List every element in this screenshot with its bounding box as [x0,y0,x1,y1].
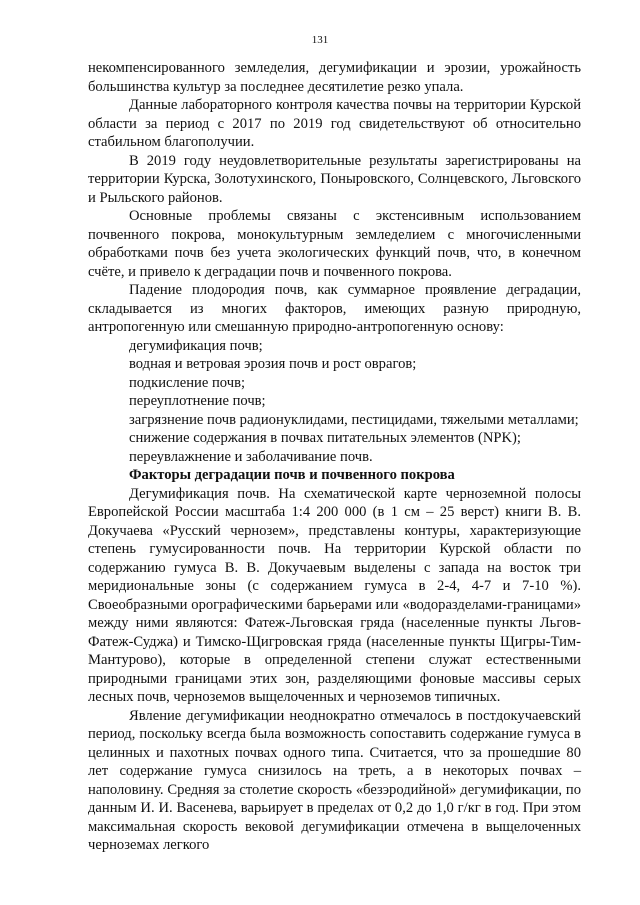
section-heading: Факторы деградации почв и почвенного покрова [129,467,455,483]
list-item: снижение содержания в почвах питательных элементов (NPK); [129,430,521,446]
list-item: загрязнение почв радионуклидами, пестицидами, тяжелыми металлами; [129,411,579,428]
paragraph-7: Явление дегумификации неоднократно отмечалось в постдокучаевский период, поскольку всегда была возможность сопоставить содержание гумуса в целинных и пахотных почвах одного типа. Считается, что за прошедшие 80 лет содержание гумуса снизилось на треть, а в некоторых почвах – наполовину. Средняя за столетие скорость «безэродийной» дегумификации, по данным И. И. Васенева, варьирует в пределах от 0,2 до 1,0 г/кг в год. При этом максимальная скорость вековой дегумификации отмечена в выщелоченных черноземах легкого [88,707,581,853]
list-item: дегумификация почв; [129,337,263,354]
list-item: подкисление почв; [129,374,246,391]
paragraph-6: Дегумификация почв. На схематической карте черноземной полосы Европейской России масштаба 1:4 200 000 (в 1 см – 25 верст) книги В. В. Докучаева «Русский чернозем», представлены контуры, характеризующие степень гумусированности почв. На территории Курской области по содержанию гумуса В. В. Докучаевым выделены с запада на восток три меридиональные зоны (с содержанием гумуса в 2-4, 4-7 и 7-10 %). Своеобразными орографическими барьерами или «водоразделами-границами» между ними являются: Фатеж-Льговская гряда (населенные пункты Льгов-Фатеж-Суджа) и Тимско-Щигровская гряда (населенные пункты Щигры-Тим-Мантурово), которые в определенной степени служат естественными природными границами этих зон, разделяющими фоновые массивы серых лесных почв, черноземов выщелоченных и черноземов типичных. [88,485,581,705]
paragraph-3: В 2019 году неудовлетворительные результаты зарегистрированы на территории Курска, Золотухинского, Поныровского, Солнцевского, Льговского и Рыльского районов. [88,152,581,206]
list-item: переувлажнение и заболачивание почв. [129,448,373,465]
list-item: переуплотнение почв; [129,393,266,409]
paragraph-4: Основные проблемы связаны с экстенсивным использованием почвенного покрова, монокультурным земледелием с многочисленными обработками почв без учета экологических функций почв, что, в конечном счёте, и привело к деградации почв и почвенного покрова. [88,208,581,280]
paragraph-2: Данные лабораторного контроля качества почвы на территории Курской области за период с 2017 по 2019 год свидетельствуют об относительно стабильном благополучии. [88,97,581,150]
paragraph-5: Падение плодородия почв, как суммарное проявление деградации, складывается из многих факторов, имеющих разную природную, антропогенную или смешанную природно-антропогенную основу: [88,282,581,335]
page-number: 131 [311,34,329,46]
list-item: водная и ветровая эрозия почв и рост оврагов; [129,356,417,372]
page-body [88,59,581,855]
paragraph-1: некомпенсированного земледелия, дегумификации и эрозии, урожайность большинства культур за последнее десятилетие резко упала. [88,60,581,95]
